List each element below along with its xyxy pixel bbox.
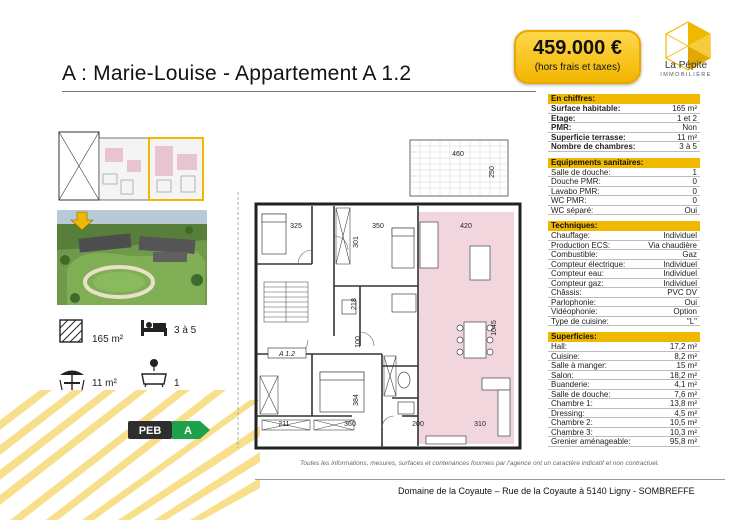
spec-row: Compteur électrique: Individuel bbox=[548, 260, 700, 270]
brand-name: La Pépite bbox=[664, 60, 708, 71]
dim-100: 100 bbox=[355, 336, 362, 348]
spec-row: PMR: Non bbox=[548, 123, 700, 133]
price-note: (hors frais et taxes) bbox=[534, 62, 621, 73]
building-overview-plan bbox=[57, 130, 207, 202]
spec-row: Salle de douche: 1 bbox=[548, 168, 700, 178]
spec-row: Dressing: 4,5 m² bbox=[548, 409, 700, 419]
spec-row: Douche PMR: 0 bbox=[548, 177, 700, 187]
section-heading: Techniques: bbox=[548, 221, 700, 231]
spec-row: Buanderie: 4,1 m² bbox=[548, 380, 700, 390]
spec-row: Salon: 18,2 m² bbox=[548, 371, 700, 381]
apartment-label: A 1.2 bbox=[278, 351, 296, 358]
peb-badge bbox=[128, 421, 210, 439]
floor-plan bbox=[232, 136, 532, 458]
dim-310: 310 bbox=[474, 421, 486, 428]
spec-row: Nombre de chambres: 3 à 5 bbox=[548, 142, 700, 152]
spec-row: Chambre 1: 13,8 m² bbox=[548, 399, 700, 409]
dim-211: 211 bbox=[278, 421, 290, 428]
section-heading: Superficies: bbox=[548, 332, 700, 342]
section-sanitaires bbox=[548, 158, 700, 216]
spec-row: Type de cuisine: "L" bbox=[548, 317, 700, 327]
spec-row: WC séparé: Oui bbox=[548, 206, 700, 216]
price-badge bbox=[514, 30, 641, 84]
spec-row: Parlophonie: Oui bbox=[548, 298, 700, 308]
section-superficies bbox=[548, 332, 700, 447]
spec-row: Cuisine: 8,2 m² bbox=[548, 352, 700, 362]
spec-row: Compteur eau: Individuel bbox=[548, 269, 700, 279]
spec-row: Chambre 3: 10,3 m² bbox=[548, 428, 700, 438]
section-heading: Equipements sanitaires: bbox=[548, 158, 700, 168]
page-title: A : Marie-Louise - Appartement A 1.2 bbox=[62, 62, 412, 85]
dim-301: 301 bbox=[353, 236, 360, 248]
terrace-icon bbox=[58, 366, 86, 392]
footer-address: Domaine de la Coyaute – Rue de la Coyaute à 5140 Ligny - SOMBREFFE bbox=[398, 486, 695, 496]
spec-row: Compteur gaz: Individuel bbox=[548, 279, 700, 289]
section-heading: En chiffres: bbox=[548, 94, 700, 104]
dim-200: 200 bbox=[412, 421, 424, 428]
dim-420: 420 bbox=[460, 223, 472, 230]
price-value: 459.000 € bbox=[533, 37, 622, 59]
disclaimer-text: Toutes les informations, mesures, surfaces et contenances fournies par l'agence ont un caractère indicatif et non contractuel. bbox=[300, 460, 660, 467]
title-divider bbox=[62, 91, 536, 92]
peb-class: A bbox=[184, 425, 192, 437]
terrace-value: 11 m² bbox=[92, 378, 117, 389]
spec-row: Grenier aménageable: 95,8 m² bbox=[548, 437, 700, 447]
spec-row: Etage: 1 et 2 bbox=[548, 114, 700, 124]
bathrooms-value: 1 bbox=[174, 378, 180, 389]
spec-row: Chambre 2: 10,5 m² bbox=[548, 418, 700, 428]
dim-360: 360 bbox=[344, 421, 356, 428]
section-techniques bbox=[548, 221, 700, 326]
spec-row: Salle à manger: 15 m² bbox=[548, 361, 700, 371]
section-chiffres bbox=[548, 94, 700, 152]
spec-row: Vidéophonie: Option bbox=[548, 307, 700, 317]
dim-325: 325 bbox=[290, 223, 302, 230]
dim-384: 384 bbox=[353, 394, 360, 406]
footer-divider bbox=[255, 479, 725, 480]
dim-460: 460 bbox=[452, 151, 464, 158]
surface-value: 165 m² bbox=[92, 334, 124, 345]
spec-row: Chauffage: Individuel bbox=[548, 231, 700, 241]
spec-row: Production ECS: Via chaudière bbox=[548, 241, 700, 251]
dim-350: 350 bbox=[372, 223, 384, 230]
spec-row: Châssis: PVC DV bbox=[548, 288, 700, 298]
aerial-view-image bbox=[57, 210, 207, 305]
brand-subtitle: IMMOBILIÈRE bbox=[660, 72, 712, 78]
spec-row: Hall: 17,2 m² bbox=[548, 342, 700, 352]
spec-row: Salle de douche: 7,6 m² bbox=[548, 390, 700, 400]
bed-icon bbox=[140, 318, 168, 338]
bathtub-icon bbox=[140, 358, 168, 388]
spec-row: Lavabo PMR: 0 bbox=[548, 187, 700, 197]
spec-sheet bbox=[548, 94, 700, 453]
bedrooms-value: 3 à 5 bbox=[174, 325, 197, 336]
decorative-stripes bbox=[0, 390, 260, 520]
dim-1045: 1045 bbox=[491, 320, 498, 336]
spec-row: Superficie terrasse: 11 m² bbox=[548, 133, 700, 143]
spec-row: Surface habitable: 165 m² bbox=[548, 104, 700, 114]
peb-label: PEB bbox=[138, 425, 162, 437]
spec-row: Combustible: Gaz bbox=[548, 250, 700, 260]
surface-icon bbox=[58, 318, 84, 344]
spec-row: WC PMR: 0 bbox=[548, 196, 700, 206]
dim-250: 250 bbox=[489, 166, 496, 178]
dim-218: 218 bbox=[351, 298, 358, 310]
